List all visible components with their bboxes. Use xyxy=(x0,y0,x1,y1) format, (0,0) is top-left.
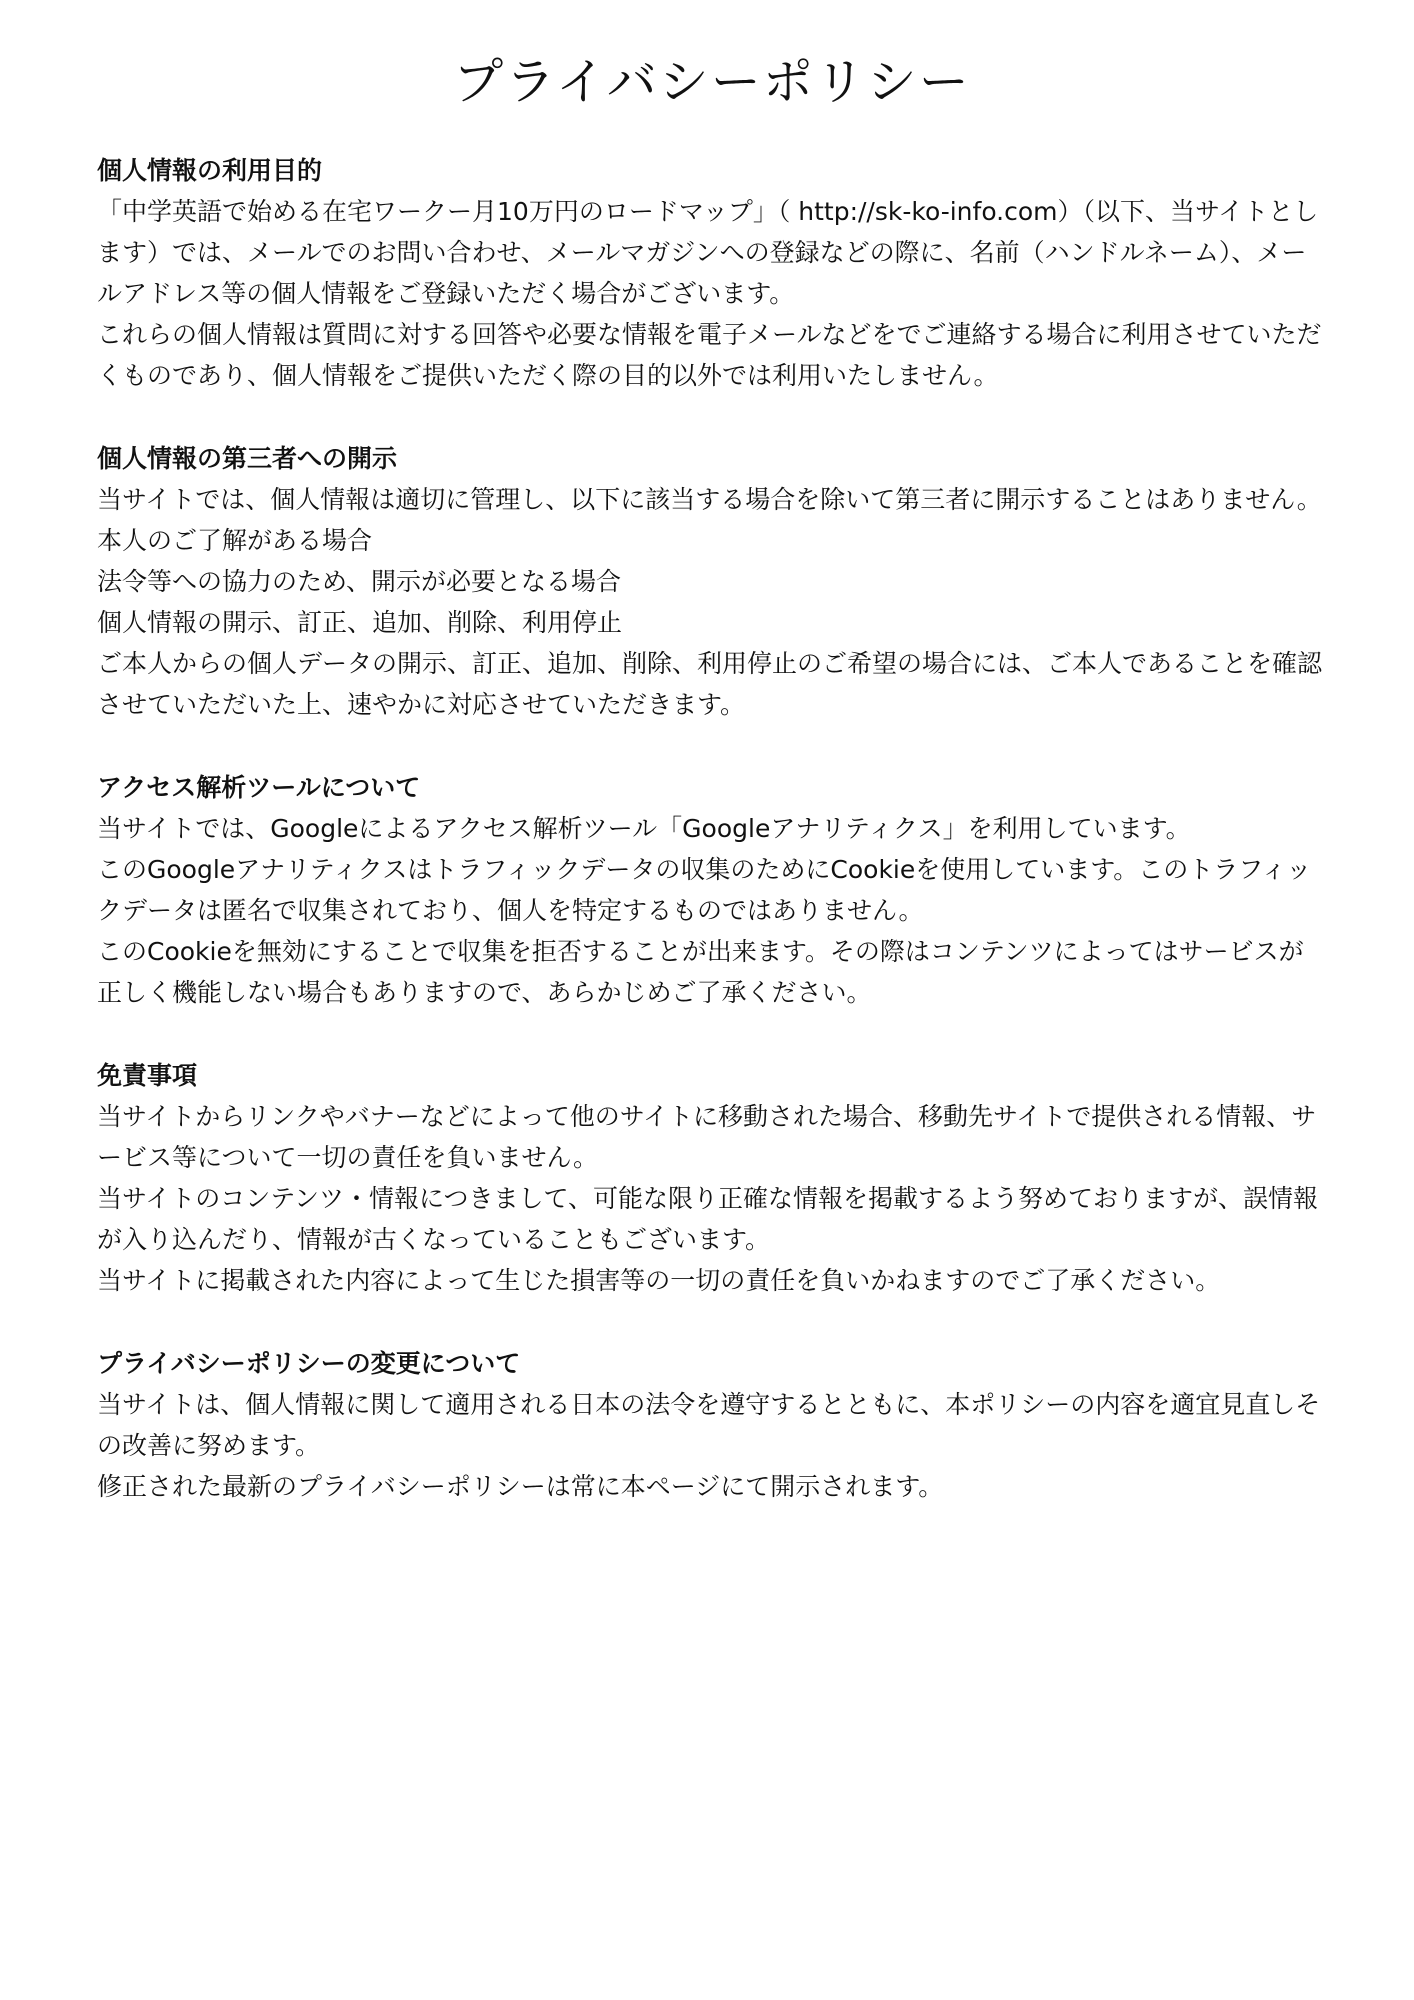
section-heading: 免責事項 xyxy=(97,1061,198,1090)
document-page xyxy=(97,0,1327,1507)
paragraph: 当サイトは、個人情報に関して適用される日本の法令を遵守するとともに、本ポリシーの内容を適宜見直しその改善に努めます。 xyxy=(97,1390,1321,1460)
section-third-party-disclosure xyxy=(97,438,1327,725)
section-purpose-of-use xyxy=(97,150,1327,396)
section-disclaimer xyxy=(97,1055,1327,1301)
section-heading: 個人情報の利用目的 xyxy=(97,156,323,185)
paragraph: 個人情報の開示、訂正、追加、削除、利用停止 xyxy=(97,608,623,637)
paragraph: このCookieを無効にすることで収集を拒否することが出来ます。その際はコンテンツによってはサービスが正しく機能しない場合もありますので、あらかじめご了承ください。 xyxy=(97,937,1304,1007)
paragraph: 当サイトのコンテンツ・情報につきまして、可能な限り正確な情報を掲載するよう努めておりますが、誤情報が入り込んだり、情報が古くなっていることもございます。 xyxy=(97,1184,1319,1254)
section-heading: 個人情報の第三者への開示 xyxy=(97,444,398,473)
paragraph: 本人のご了解がある場合 xyxy=(97,526,373,555)
paragraph: これらの個人情報は質問に対する回答や必要な情報を電子メールなどをでご連絡する場合に利用させていただくものであり、個人情報をご提供いただく際の目的以外では利用いたしません。 xyxy=(97,320,1322,390)
section-heading: アクセス解析ツールについて xyxy=(97,773,421,802)
paragraph: 当サイトに掲載された内容によって生じた損害等の一切の責任を負いかねますのでご了承ください。 xyxy=(97,1266,1221,1295)
section-access-analytics xyxy=(97,767,1327,1013)
paragraph: 当サイトでは、Googleによるアクセス解析ツール「Googleアナリティクス」を利用しています。 xyxy=(97,814,1191,843)
paragraph: 「中学英語で始める在宅ワークー月10万円のロードマップ」（ http://sk-ko-info.com）（以下、当サイトとします）では、メールでのお問い合わせ、メールマガジンへの登録などの際に、名前（ハンドルネーム）、メールアドレス等の個人情報をご登録いただく場合がございます。 xyxy=(97,197,1319,308)
section-heading: プライバシーポリシーの変更について xyxy=(97,1349,521,1378)
paragraph: ご本人からの個人データの開示、訂正、追加、削除、利用停止のご希望の場合には、ご本人であることを確認させていただいた上、速やかに対応させていただきます。 xyxy=(97,649,1323,719)
paragraph: このGoogleアナリティクスはトラフィックデータの収集のためにCookieを使用しています。このトラフィックデータは匿名で収集されており、個人を特定するものではありません。 xyxy=(97,855,1312,925)
section-policy-changes xyxy=(97,1343,1327,1507)
paragraph: 法令等への協力のため、開示が必要となる場合 xyxy=(97,567,622,596)
paragraph: 修正された最新のプライバシーポリシーは常に本ページにて開示されます。 xyxy=(97,1472,944,1501)
paragraph: 当サイトでは、個人情報は適切に管理し、以下に該当する場合を除いて第三者に開示することはありません。 xyxy=(97,485,1322,514)
paragraph: 当サイトからリンクやバナーなどによって他のサイトに移動された場合、移動先サイトで提供される情報、サービス等について一切の責任を負いません。 xyxy=(97,1102,1317,1172)
page-title: プライバシーポリシー xyxy=(453,53,971,111)
